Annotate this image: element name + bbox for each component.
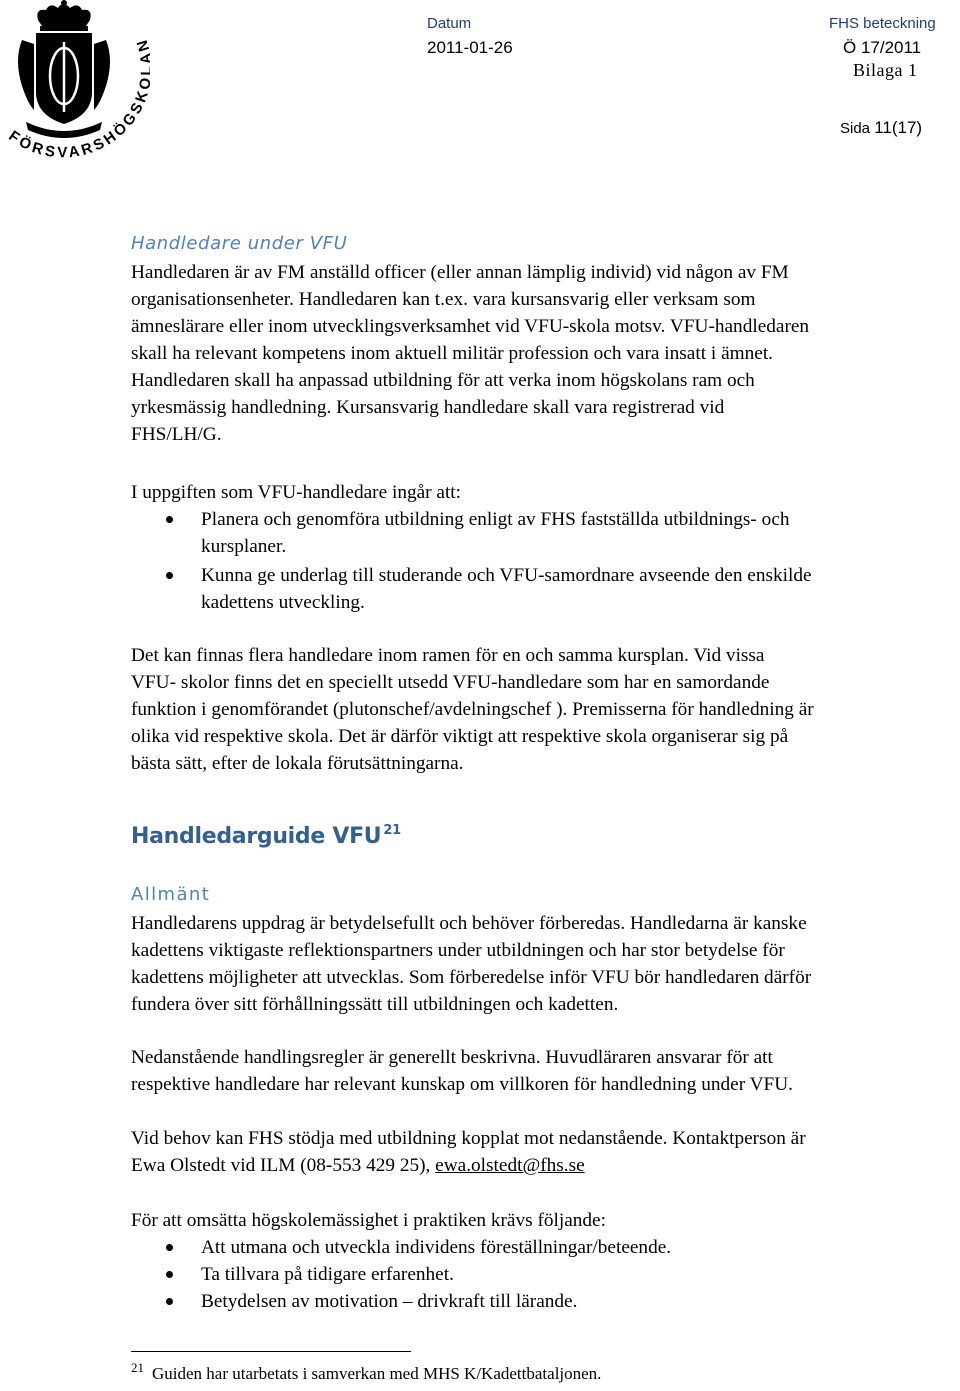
beteckning-label: FHS beteckning — [829, 15, 936, 32]
subheading-allmant: Allmänt — [131, 884, 211, 905]
section2-paragraph-4: För att omsätta högskolemässighet i praktiken krävs följande: — [131, 1210, 606, 1231]
text-line: funktion i genomförandet (plutonschef/avdelningschef ). Premisserna för handledning är — [131, 699, 814, 720]
footnote-text: Guiden har utarbetats i samverkan med MHS K/Kadettbataljonen. — [152, 1364, 602, 1383]
text-line: Vid behov kan FHS stödja med utbildning kopplat mot nedanstående. Kontaktperson är — [131, 1128, 806, 1149]
bullet-icon — [166, 516, 173, 523]
email-link[interactable]: ewa.olstedt@fhs.se — [435, 1155, 585, 1176]
page-label: Sida — [840, 120, 871, 137]
text-line: olika vid respektive skola. Det är därför viktigt att respektive skola organiserar sig på — [131, 726, 789, 747]
section2-paragraph-2 — [131, 1044, 960, 1098]
datum-label: Datum — [427, 15, 472, 32]
datum-value: 2011-01-26 — [427, 38, 513, 57]
footnote — [131, 1360, 601, 1384]
text-line: Ewa Olstedt vid ILM (08-553 429 25), ewa.olstedt@fhs.se — [131, 1155, 585, 1176]
uppgift-list — [201, 506, 941, 616]
text-line: Handledarens uppdrag är betydelsefullt och behöver förberedas. Handledarna är kanske — [131, 913, 807, 934]
fhs-logo — [0, 0, 150, 170]
text-line: VFU- skolor finns det en speciellt utsedd VFU-handledare som har en samordande — [131, 672, 770, 693]
page-value: 11(17) — [874, 118, 923, 137]
uppgift-intro: I uppgiften som VFU-handledare ingår att: — [131, 482, 462, 503]
footnote-ref[interactable]: 21 — [383, 823, 401, 838]
text-line: Handledaren skall ha anpassad utbildning för att verka inom högskolans ram och — [131, 370, 755, 391]
crest-icon — [0, 0, 150, 170]
bullet-icon — [166, 1271, 173, 1278]
text-line: ämneslärare eller inom utvecklingsverksamhet vid VFU-skola motsv. VFU-handledaren — [131, 316, 810, 337]
footnote-number: 21 — [131, 1360, 144, 1375]
beteckning-value: Ö 17/2011 — [843, 38, 922, 57]
section-heading-handledare: Handledare under VFU — [131, 233, 348, 254]
text-line: FHS/LH/G. — [131, 424, 222, 445]
page-number — [840, 118, 922, 138]
text-line: kadettens viktigaste reflektionspartners under utbildningen och har stor betydelse för — [131, 940, 785, 961]
section1-paragraph-2 — [131, 642, 960, 777]
text-line: bästa sätt, efter de lokala förutsättningarna. — [131, 753, 464, 774]
svg-text:FÖRSVARSHÖGSKOLAN: FÖRSVARSHÖGS — [5, 97, 149, 162]
krav-list — [201, 1234, 941, 1315]
bullet-icon — [166, 1298, 173, 1305]
list-item: Ta tillvara på tidigare erfarenhet. — [201, 1261, 941, 1288]
bilaga-label: Bilaga 1 — [853, 60, 918, 80]
text-line: Handledaren är av FM anställd officer (eller annan lämplig individ) vid någon av FM — [131, 262, 789, 283]
list-item: Betydelsen av motivation – drivkraft till lärande. — [201, 1288, 941, 1315]
text-line: skall ha relevant kompetens inom aktuell militär profession och vara insatt i ämnet. — [131, 343, 773, 364]
section-heading-handledarguide: Handledarguide VFU $^{21}$ — [131, 823, 401, 849]
bullet-icon — [166, 572, 173, 579]
section2-paragraph-3 — [131, 1125, 960, 1179]
list-item: Planera och genomföra utbildning enligt av FHS fastställda utbildnings- och kursplaner. — [201, 506, 941, 560]
text-line: Nedanstående handlingsregler är generellt beskrivna. Huvudläraren ansvarar för att — [131, 1047, 773, 1068]
text-line: respektive handledare har relevant kunskap om villkoren för handledning under VFU. — [131, 1074, 793, 1095]
text-line: Det kan finnas flera handledare inom ramen för en och samma kursplan. Vid vissa — [131, 645, 765, 666]
list-item: Kunna ge underlag till studerande och VFU-samordnare avseende den enskilde kadettens utveckling. — [201, 562, 941, 616]
footnote-divider — [131, 1351, 411, 1352]
section2-paragraph-1 — [131, 910, 960, 1018]
text-line: yrkesmässig handledning. Kursansvarig handledare skall vara registrerad vid — [131, 397, 725, 418]
section1-paragraph — [131, 259, 960, 448]
text-line: fundera över sitt förhållningssätt till utbildningen och kadetten. — [131, 994, 619, 1015]
list-item: Att utmana och utveckla individens föreställningar/beteende. — [201, 1234, 941, 1261]
text-line: organisationsenheter. Handledaren kan t.ex. vara kursansvarig eller verksam som — [131, 289, 756, 310]
text-line: kadettens möjligheter att utvecklas. Som förberedelse inför VFU bör handledaren därför — [131, 967, 812, 988]
bullet-icon — [166, 1244, 173, 1251]
